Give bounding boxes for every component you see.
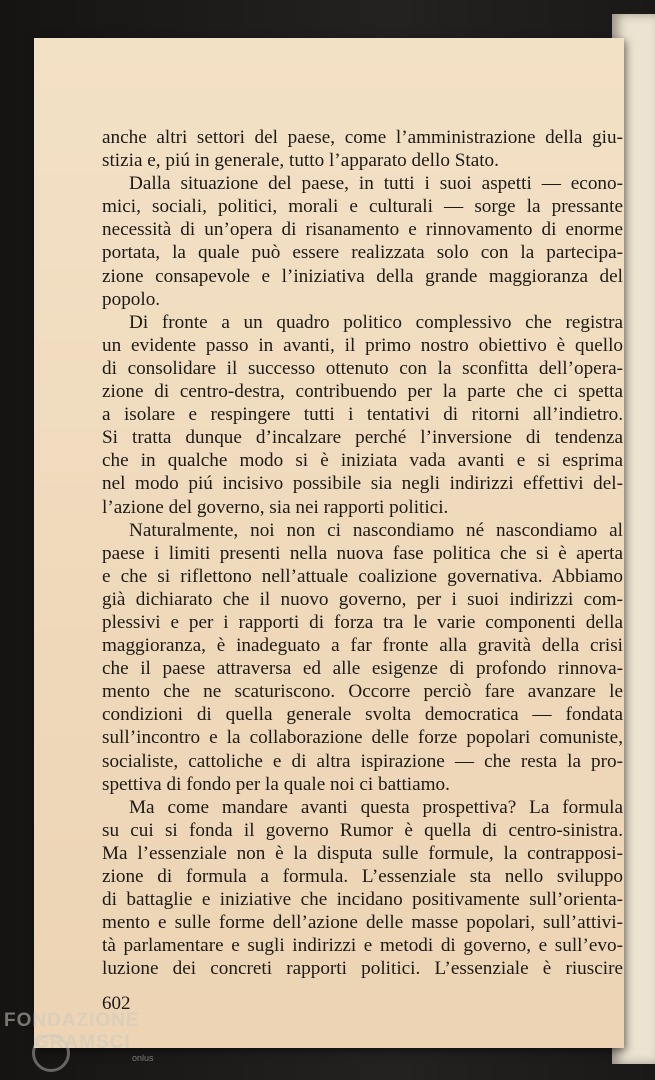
text-line: mici, sociali, politici, morali e culturali — sorge la pressante (102, 196, 623, 218)
text-line: condizioni di quella generale svolta democratica — fondata (102, 704, 623, 726)
text-line: popolo. (102, 288, 161, 310)
text-line: stizia e, piú in generale, tutto l’apparato dello Stato. (102, 150, 499, 172)
watermark-line-2: GRAMSCI (34, 1032, 131, 1053)
text-line: zione consapevole e l’iniziativa della grande maggioranza del (102, 265, 623, 287)
text-line: anche altri settori del paese, come l’amministrazione della giu- (102, 127, 623, 148)
text-line: l’azione del governo, sia nei rapporti politici. (102, 496, 449, 518)
text-line: spettiva di fondo per la quale noi ci battiamo. (102, 773, 450, 795)
text-line: di battaglie e iniziative che incidano positivamente sull’orienta- (102, 889, 623, 911)
text-line: Naturalmente, noi non ci nascondiamo né nascondiamo al (129, 519, 623, 541)
text-line: già dichiarato che il nuovo governo, per i suoi indirizzi com- (102, 588, 623, 610)
text-line: plessivi e per i rapporti di forza tra le varie componenti della (102, 611, 623, 633)
watermark-line-3: onlus (132, 1053, 154, 1063)
text-line: tà parlamentare e sugli indirizzi e metodi di governo, e sull’evo- (102, 935, 623, 957)
text-line: e che si riflettono nell’attuale coalizione governativa. Abbiamo (102, 565, 623, 587)
text-line: di consolidare il successo ottenuto con la sconfitta dell’opera- (102, 357, 623, 379)
text-line: mento e sulle forme dell’azione delle masse popolari, sull’attivi- (102, 912, 623, 934)
text-line: maggioranza, è inadeguato a far fronte alla gravità della crisi (102, 635, 623, 657)
text-line: Ma l’essenziale non è la disputa sulle formule, la contrapposi- (102, 842, 623, 864)
text-line: Si tratta dunque d’incalzare perché l’inversione di tendenza (102, 427, 623, 449)
text-line: mento che ne scaturiscono. Occorre perciò fare avanzare le (102, 681, 623, 703)
text-line: a isolare e respingere tutti i tentativi di ritorni all’indietro. (102, 404, 623, 426)
page-body-text (102, 126, 623, 980)
watermark-line-1: FONDAZIONE (4, 1010, 140, 1031)
text-line: zione di formula a formula. L’essenziale sta nello sviluppo (102, 866, 623, 887)
text-line: portata, la quale può essere realizzata solo con la partecipa- (102, 242, 623, 264)
text-line: socialiste, cattoliche e di altra ispirazione — che resta la pro- (102, 750, 623, 772)
text-line: Ma come mandare avanti questa prospettiva? La formula (129, 796, 623, 818)
text-line: Dalla situazione del paese, in tutti i suoi aspetti — econo- (129, 173, 623, 195)
text-line: paese i limiti presenti nella nuova fase politica che si è aperta (102, 542, 623, 564)
text-line: sull’incontro e la collaborazione delle forze popolari comuniste, (102, 727, 623, 749)
text-line: un evidente passo in avanti, il primo nostro obiettivo è quello (102, 334, 623, 356)
text-line: luzione dei concreti rapporti politici. L’essenziale è riuscire (102, 958, 623, 980)
text-line: che in qualche modo si è iniziata vada avanti e si esprima (102, 450, 623, 472)
text-line: su cui si fonda il governo Rumor è quella di centro-sinistra. (102, 819, 623, 841)
page-number: 602 (102, 993, 131, 1014)
text-line: necessità di un’opera di risanamento e rinnovamento di enorme (102, 219, 623, 241)
fondazione-gramsci-watermark (4, 1008, 164, 1078)
text-line: che il paese attraversa ed alle esigenze di profondo rinnova- (102, 658, 623, 680)
text-line: nel modo piú incisivo possibile sia negli indirizzi effettivi del- (102, 473, 623, 495)
text-line: zione di centro-destra, contribuendo per la parte che ci spetta (102, 381, 623, 403)
text-line: Di fronte a un quadro politico complessivo che registra (129, 311, 623, 333)
